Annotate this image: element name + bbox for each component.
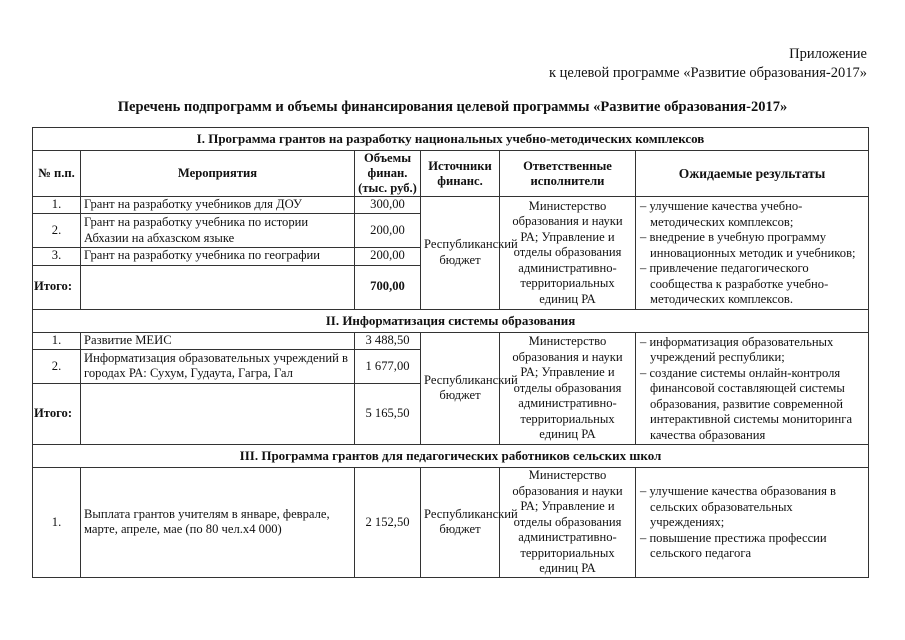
appendix-line-2: к целевой программе «Развитие образования-2017»: [548, 65, 867, 81]
col-source-header: Источники финанс.: [421, 151, 500, 197]
col-results-header: Ожидаемые результаты: [636, 151, 869, 197]
table-row: 1. Грант на разработку учебников для ДОУ 300,00 Республиканский бюджет Министерство образования и науки РА; Управление и отделы образования административно-территориальных единиц РА – улучшение качества учебно-методических комплексов; – внедрение в учебную программу инновационных методик и учебников; – привлечение педагогического сообщества к разработке учебно-методических комплексов.: [33, 197, 869, 214]
table-row: 3. Грант на разработку учебника по географии 200,00: [33, 247, 869, 265]
col-volume-header: Объемы финан. (тыс. руб.): [355, 151, 421, 197]
total-row: Итого: 5 165,50: [33, 383, 869, 444]
table-row: 1. Выплата грантов учителям в январе, феврале, марте, апреле, мае (по 80 чел.х4 000) 2 152,50 Республиканский бюджет Министерство образования и науки РА; Управление и отделы образования административно-территориальных единиц РА – улучшение качества образования в сельских образовательных учреждениях; – повышение престижа профессии сельского педагога: [33, 468, 869, 578]
col-activity-header: Мероприятия: [81, 151, 355, 197]
executors-cell: Министерство образования и науки РА; Управление и отделы образования административно-территориальных единиц РА: [500, 197, 636, 310]
result-item: – привлечение педагогического сообщества к разработке учебно-методических комплексов.: [640, 261, 829, 306]
table-row: 2. Грант на разработку учебника по истории Абхазии на абхазском языке 200,00: [33, 214, 869, 247]
result-item: – информатизация образовательных учреждений республики;: [640, 334, 834, 364]
results-cell: [636, 197, 869, 310]
source-cell: Республиканский бюджет: [421, 197, 500, 310]
table-header: [33, 151, 869, 197]
results-cell: [636, 332, 869, 445]
table-row: 1. Развитие МЕИС 3 488,50 Республиканский бюджет Министерство образования и науки РА; Управление и отделы образования административно-территориальных единиц РА – информатизация образовательных учреждений республики; – создание системы онлайн-контроля финансовой составляющей системы образования, развитие современной интерактивной системы мониторинга качества образования: [33, 332, 869, 349]
document-title: Перечень подпрограмм и объемы финансирования целевой программы «Развитие образования-2017»: [117, 99, 788, 115]
total-row: Итого: 700,00: [33, 265, 869, 309]
result-item: – внедрение в учебную программу инновационных методик и учебников;: [640, 230, 856, 260]
source-cell: Республиканский бюджет: [421, 332, 500, 445]
result-item: – создание системы онлайн-контроля финансовой составляющей системы образования, развитие современной интерактивной системы мониторинга качества образования: [640, 365, 853, 442]
col-executors-header: Ответственные исполнители: [500, 151, 636, 197]
results-cell: [636, 468, 869, 578]
section-heading-3: III. Программа грантов для педагогических работников сельских школ: [33, 445, 869, 468]
result-item: – повышение престижа профессии сельского педагога: [640, 530, 827, 560]
appendix-line-1: Приложение: [789, 46, 867, 62]
col-num-header: № п.п.: [33, 151, 81, 197]
executors-cell: Министерство образования и науки РА; Управление и отделы образования административно-территориальных единиц РА: [500, 332, 636, 445]
appendix-note: [549, 45, 867, 83]
section-heading-2: II. Информатизация системы образования: [33, 309, 869, 332]
financing-table: [32, 127, 869, 578]
result-item: – улучшение качества образования в сельских образовательных учреждениях;: [640, 484, 836, 529]
table-row: 2. Информатизация образовательных учреждений в городах РА: Сухум, Гудаута, Гагра, Гал 1 677,00: [33, 349, 869, 383]
source-cell: Республиканский бюджет: [421, 468, 500, 578]
executors-cell: Министерство образования и науки РА; Управление и отделы образования административно-территориальных единиц РА: [500, 468, 636, 578]
section-heading-1: I. Программа грантов на разработку национальных учебно-методических комплексов: [33, 128, 869, 151]
result-item: – улучшение качества учебно-методических комплексов;: [640, 199, 803, 229]
